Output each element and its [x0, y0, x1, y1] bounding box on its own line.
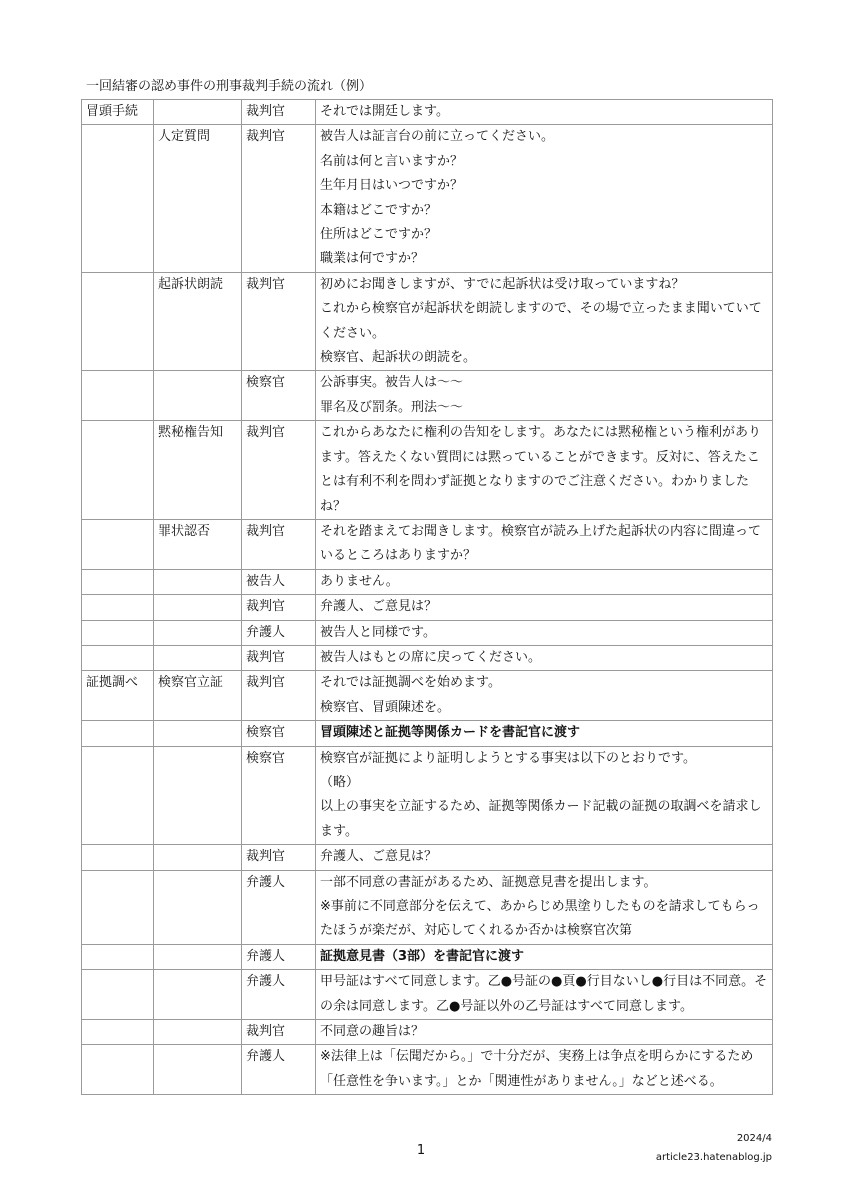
- subsection-cell: [154, 870, 242, 944]
- statement-line: 被告人と同様です。: [320, 624, 436, 640]
- statement-cell: [316, 569, 773, 594]
- statement-line: 職業は何ですか？: [320, 251, 425, 267]
- table-row: [82, 100, 773, 125]
- statement-cell: [316, 870, 773, 944]
- table-row: [82, 870, 773, 944]
- statement-line: ※事前に不同意部分を伝えて、あからじめ黒塗りしたものを請求してもらったほうが楽だが、対応してくれるか否かは検察官次第: [320, 899, 760, 939]
- statement-cell: [316, 620, 773, 645]
- speaker-cell: 裁判官: [242, 645, 316, 670]
- statement-line: 検察官、冒頭陳述を。: [320, 699, 451, 715]
- subsection-cell: [154, 645, 242, 670]
- speaker-cell: 検察官: [242, 746, 316, 845]
- section-cell: [82, 1020, 154, 1045]
- table-row: [82, 519, 773, 569]
- statement-line: 名前は何と言いますか？: [320, 153, 464, 169]
- table-row: [82, 1045, 773, 1095]
- statement-line: ※法律上は「伝聞だから。」で十分だが、実務上は争点を明らかにするため「任意性を争います。」とか「関連性がありません。」などと述べる。: [320, 1049, 754, 1089]
- statement-cell: [316, 125, 773, 272]
- speaker-cell: 裁判官: [242, 100, 316, 125]
- statement-cell: [316, 671, 773, 721]
- table-row: [82, 569, 773, 594]
- subsection-cell: [154, 371, 242, 421]
- table-row: [82, 845, 773, 870]
- subsection-cell: [154, 970, 242, 1020]
- statement-cell: [316, 595, 773, 620]
- statement-cell: [316, 519, 773, 569]
- table-row: [82, 272, 773, 371]
- speaker-cell: 弁護人: [242, 970, 316, 1020]
- section-cell: [82, 944, 154, 969]
- table-row: [82, 746, 773, 845]
- subsection-cell: 人定質問: [154, 125, 242, 272]
- page-number: 1: [416, 1143, 426, 1158]
- subsection-cell: 黙秘権告知: [154, 421, 242, 520]
- statement-line: 弁護人、ご意見は？: [320, 849, 438, 865]
- section-cell: [82, 371, 154, 421]
- footer-site: article23.hatenablog.jp: [655, 1152, 772, 1163]
- table-row: [82, 595, 773, 620]
- speaker-cell: 裁判官: [242, 845, 316, 870]
- table-row: [82, 421, 773, 520]
- subsection-cell: 罪状認否: [154, 519, 242, 569]
- section-cell: [82, 645, 154, 670]
- subsection-cell: 起訴状朗読: [154, 272, 242, 371]
- statement-line: それを踏まえてお聞きします。検察官が読み上げた起訴状の内容に間違っているところはありますか？: [320, 523, 761, 564]
- speaker-cell: 裁判官: [242, 421, 316, 520]
- table-row: [82, 371, 773, 421]
- section-cell: [82, 569, 154, 594]
- speaker-cell: 裁判官: [242, 671, 316, 721]
- statement-cell: [316, 721, 773, 746]
- statement-line: 罪名及び罰条。刑法〜〜: [320, 399, 464, 415]
- table-row: [82, 125, 773, 272]
- section-cell: [82, 421, 154, 520]
- subsection-cell: [154, 620, 242, 645]
- procedure-table: [81, 99, 773, 1095]
- statement-line: 一部不同意の書証があるため、証拠意見書を提出します。: [320, 874, 657, 890]
- statement-cell: [316, 272, 773, 371]
- speaker-cell: 裁判官: [242, 125, 316, 272]
- statement-line: これから検察官が起訴状を朗読しますので、その場で立ったまま聞いていてください。: [320, 301, 762, 341]
- section-cell: [82, 272, 154, 371]
- statement-line: それでは開廷します。: [320, 104, 449, 119]
- subsection-cell: [154, 1020, 242, 1045]
- statement-line: （略）: [320, 774, 360, 790]
- footer-date: 2024/4: [736, 1133, 772, 1144]
- speaker-cell: 被告人: [242, 569, 316, 594]
- statement-line: 被告人は証言台の前に立ってください。: [320, 129, 555, 145]
- statement-line: 検察官が証拠により証明しようとする事実は以下のとおりです。: [320, 750, 696, 766]
- speaker-cell: 裁判官: [242, 272, 316, 371]
- procedure-table-body: [82, 100, 773, 1095]
- statement-line: 弁護人、ご意見は？: [320, 599, 438, 615]
- statement-line: 本籍はどこですか？: [320, 202, 438, 218]
- subsection-cell: [154, 100, 242, 125]
- subsection-cell: [154, 569, 242, 594]
- speaker-cell: 弁護人: [242, 944, 316, 969]
- statement-line: 冒頭陳述と証拠等関係カードを書記官に渡す: [320, 725, 581, 741]
- statement-line: 生年月日はいつですか？: [320, 178, 464, 194]
- section-cell: [82, 125, 154, 272]
- subsection-cell: [154, 746, 242, 845]
- statement-cell: [316, 421, 773, 520]
- section-cell: [82, 519, 154, 569]
- subsection-cell: [154, 845, 242, 870]
- table-row: [82, 970, 773, 1020]
- section-cell: 冒頭手続: [82, 100, 154, 125]
- statement-line: 以上の事実を立証するため、証拠等関係カード記載の証拠の取調べを請求します。: [320, 799, 762, 839]
- statement-line: 検察官、起訴状の朗読を。: [320, 350, 477, 366]
- table-row: [82, 944, 773, 969]
- section-cell: 証拠調べ: [82, 671, 154, 721]
- table-row: [82, 620, 773, 645]
- speaker-cell: 検察官: [242, 721, 316, 746]
- statement-line: 初めにお聞きしますが、すでに起訴状は受け取っていますね？: [320, 276, 685, 292]
- statement-cell: [316, 845, 773, 870]
- section-cell: [82, 721, 154, 746]
- subsection-cell: [154, 1045, 242, 1095]
- statement-line: 不同意の趣旨は？: [320, 1024, 425, 1040]
- statement-cell: [316, 100, 773, 125]
- statement-cell: [316, 970, 773, 1020]
- statement-line: 証拠意見書（3部）を書記官に渡す: [320, 948, 525, 964]
- statement-cell: [316, 746, 773, 845]
- section-cell: [82, 620, 154, 645]
- speaker-cell: 裁判官: [242, 1020, 316, 1045]
- statement-line: これからあなたに権利の告知をします。あなたには黙秘権という権利があります。答えたくない質問には黙っていることができます。反対に、答えたことは有利不利を問わず証拠となりますのでご注意ください。わかりましたね？: [320, 425, 761, 514]
- speaker-cell: 弁護人: [242, 620, 316, 645]
- table-row: [82, 645, 773, 670]
- statement-cell: [316, 1020, 773, 1045]
- speaker-cell: 検察官: [242, 371, 316, 421]
- statement-line: それでは証拠調べを始めます。: [320, 675, 501, 691]
- speaker-cell: 弁護人: [242, 870, 316, 944]
- speaker-cell: 裁判官: [242, 595, 316, 620]
- speaker-cell: 裁判官: [242, 519, 316, 569]
- section-cell: [82, 746, 154, 845]
- subsection-cell: 検察官立証: [154, 671, 242, 721]
- section-cell: [82, 870, 154, 944]
- section-cell: [82, 1045, 154, 1095]
- statement-line: 住所はどこですか？: [320, 227, 438, 243]
- statement-line: ありません。: [320, 573, 399, 589]
- subsection-cell: [154, 721, 242, 746]
- section-cell: [82, 595, 154, 620]
- section-cell: [82, 970, 154, 1020]
- statement-cell: [316, 944, 773, 969]
- statement-cell: [316, 1045, 773, 1095]
- subsection-cell: [154, 944, 242, 969]
- table-row: [82, 721, 773, 746]
- statement-cell: [316, 645, 773, 670]
- document-title: 一回結審の認め事件の刑事裁判手続の流れ（例）: [86, 79, 373, 94]
- statement-cell: [316, 371, 773, 421]
- table-row: [82, 671, 773, 721]
- section-cell: [82, 845, 154, 870]
- statement-line: 甲号証はすべて同意します。乙●号証の●頁●行目ないし●行目は不同意。その余は同意します。乙●号証以外の乙号証はすべて同意します。: [320, 974, 768, 1014]
- speaker-cell: 弁護人: [242, 1045, 316, 1095]
- statement-line: 公訴事実。被告人は〜〜: [320, 375, 464, 391]
- statement-line: 被告人はもとの席に戻ってください。: [320, 649, 542, 665]
- subsection-cell: [154, 595, 242, 620]
- table-row: [82, 1020, 773, 1045]
